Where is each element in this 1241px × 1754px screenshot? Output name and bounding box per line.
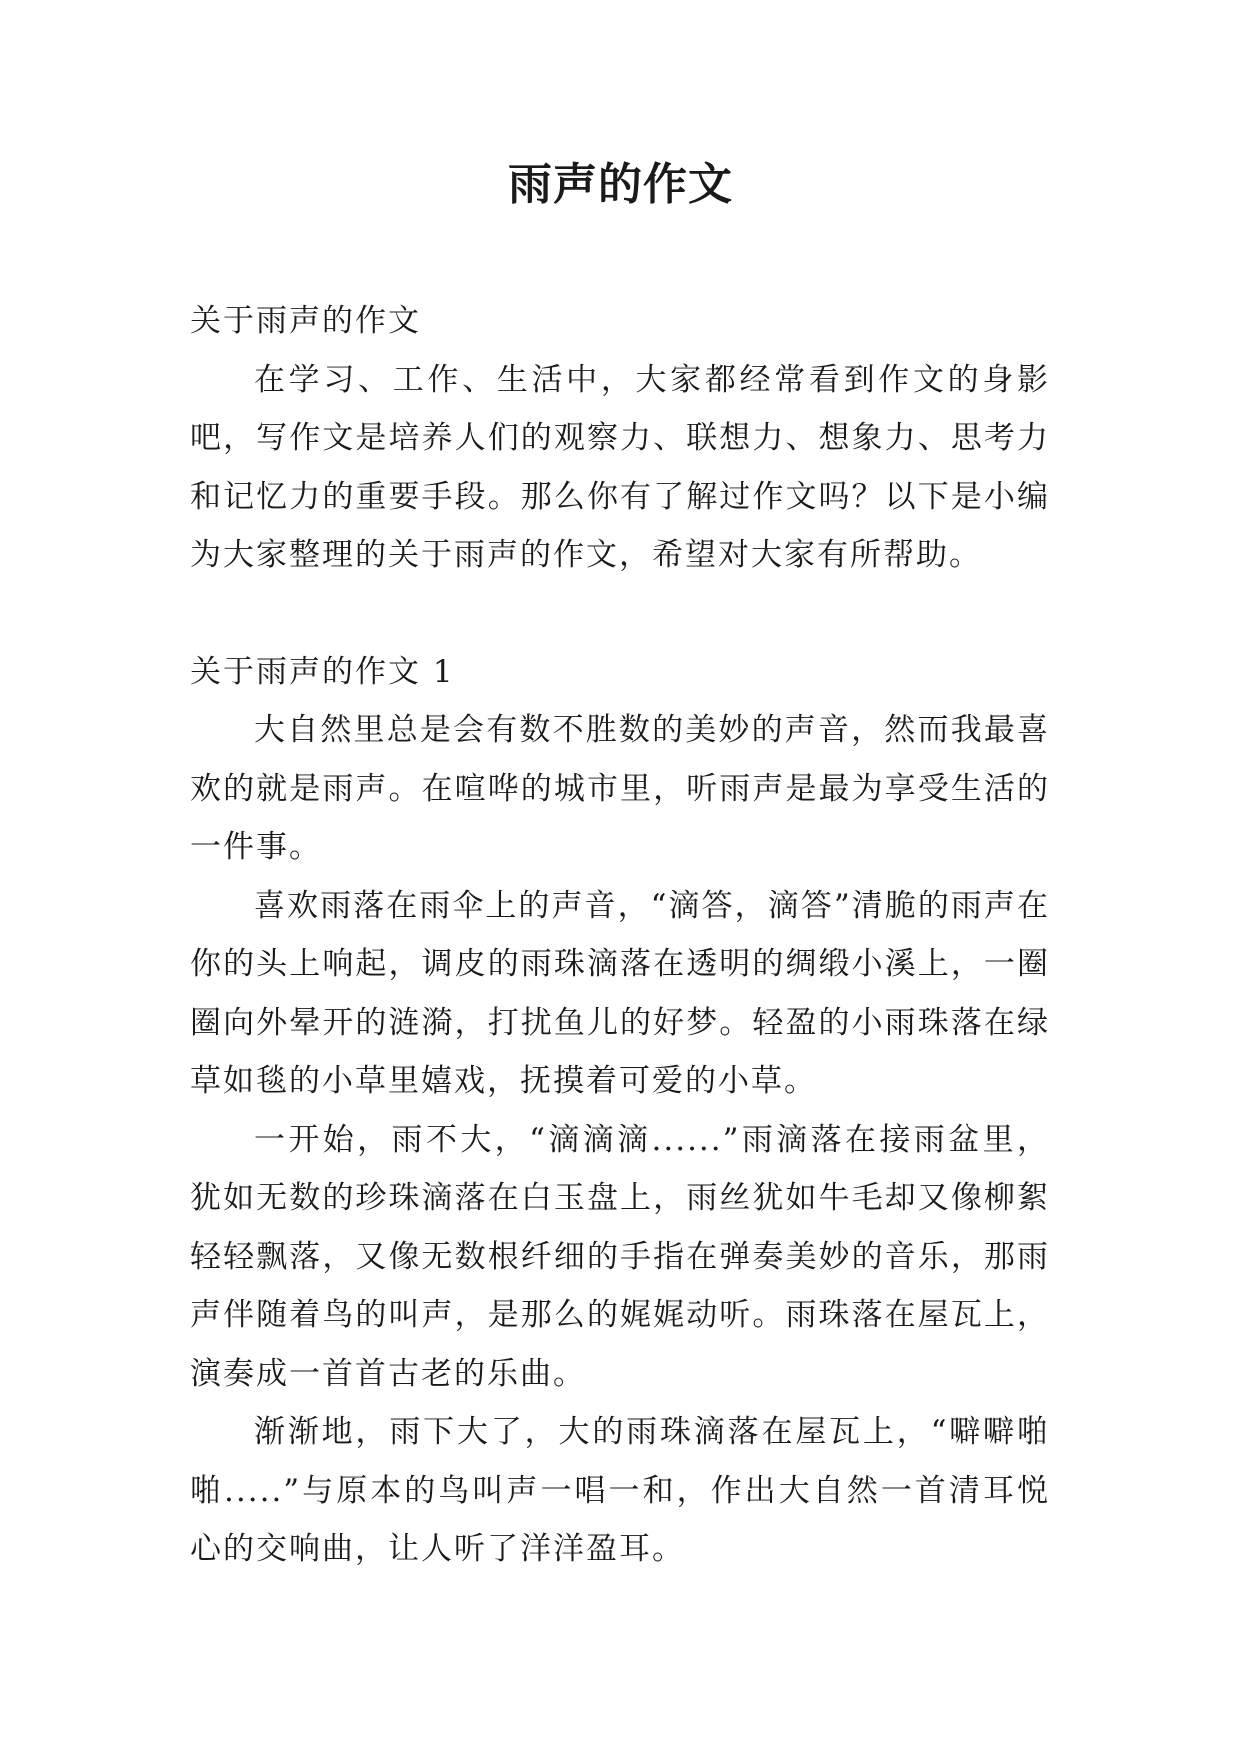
- section1-paragraph: 一开始，雨不大，“滴滴滴......”雨滴落在接雨盆里，犹如无数的珍珠滴落在白玉盘上，雨丝犹如牛毛却又像柳絮轻轻飘落，又像无数根纤细的手指在弹奏美妙的音乐，那雨声伴随着鸟的叫声，是那么的娓娓动听。雨珠落在屋瓦上，演奏成一首首古老的乐曲。: [190, 1121, 1050, 1392]
- document-body: [190, 292, 1050, 1579]
- page-title: 雨声的作文: [508, 159, 733, 210]
- section-spacer: [190, 585, 1050, 643]
- intro-paragraph: 在学习、工作、生活中，大家都经常看到作文的身影吧，写作文是培养人们的观察力、联想力、想象力、思考力和记忆力的重要手段。那么你有了解过作文吗？以下是小编为大家整理的关于雨声的作文，希望对大家有所帮助。: [190, 361, 1050, 573]
- section1-paragraph: 大自然里总是会有数不胜数的美妙的声音，然而我最喜欢的就是雨声。在喧哗的城市里，听雨声是最为享受生活的一件事。: [190, 712, 1050, 865]
- section1-paragraph: 喜欢雨落在雨伞上的声音，“滴答，滴答”清脆的雨声在你的头上响起，调皮的雨珠滴落在透明的绸缎小溪上，一圈圈向外晕开的涟漪，打扰鱼儿的好梦。轻盈的小雨珠落在绿草如毯的小草里嬉戏，抚摸着可爱的小草。: [190, 887, 1050, 1099]
- intro-heading: 关于雨声的作文: [190, 303, 421, 339]
- section1-paragraph: 渐渐地，雨下大了，大的雨珠滴落在屋瓦上，“噼噼啪啪.....”与原本的鸟叫声一唱一和，作出大自然一首清耳悦心的交响曲，让人听了洋洋盈耳。: [190, 1414, 1050, 1567]
- section1-heading: 关于雨声的作文 1: [190, 653, 455, 690]
